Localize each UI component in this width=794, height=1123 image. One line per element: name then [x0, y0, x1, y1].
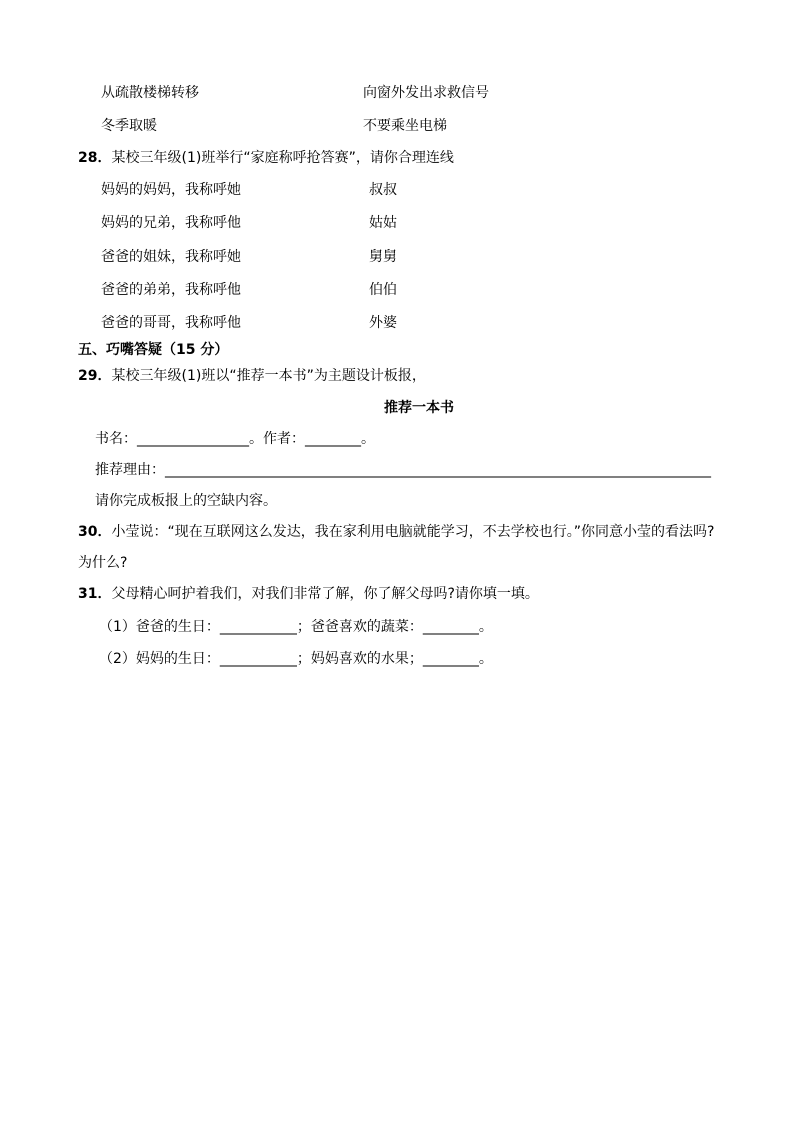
question-30 — [78, 523, 714, 541]
reason-label: 推荐理由： — [95, 462, 165, 478]
question-28 — [78, 149, 454, 167]
reason-line — [95, 461, 755, 479]
question-number: 31． — [78, 586, 112, 602]
question-text: 父母精心呵护着我们，对我们非常了解，你了解父母吗?请你填一填。 — [111, 586, 539, 602]
match-left-item: 妈妈的妈妈，我称呼她 — [101, 182, 241, 198]
board-instruction: 请你完成板报上的空缺内容。 — [95, 493, 277, 509]
match-left-item: 爸爸的哥哥，我称呼他 — [101, 315, 241, 331]
match-right-item: 叔叔 — [369, 182, 397, 198]
book-line: 书名：________________。作者：________。 — [95, 431, 375, 447]
question-30-line2: 为什么? — [78, 555, 128, 571]
match-right-item: 姑姑 — [369, 215, 397, 231]
fill-item-1: （1）爸爸的生日：___________；爸爸喜欢的蔬菜：________。 — [99, 619, 493, 635]
question-number: 28． — [78, 150, 112, 166]
match-left-item: 妈妈的兄弟，我称呼他 — [101, 215, 241, 231]
question-text: 小莹说：“现在互联网这么发达，我在家利用电脑就能学习，不去学校也行。”你同意小莹的看法吗? — [111, 524, 715, 540]
pair-left: 冬季取暖 — [101, 118, 157, 134]
match-right-item: 舅舅 — [369, 249, 397, 265]
match-left-item: 爸爸的姐妹，我称呼她 — [101, 249, 241, 265]
question-number: 30． — [78, 524, 112, 540]
pair-left: 从疏散楼梯转移 — [101, 85, 199, 101]
match-right-item: 伯伯 — [369, 282, 397, 298]
question-text: 某校三年级(1)班以“推荐一本书”为主题设计板报， — [111, 368, 426, 384]
pair-right: 向窗外发出求救信号 — [363, 85, 489, 101]
question-29 — [78, 367, 426, 385]
question-number: 29． — [78, 368, 112, 384]
pair-right: 不要乘坐电梯 — [363, 118, 447, 134]
question-text: 某校三年级(1)班举行“家庭称呼抢答赛”，请你合理连线 — [111, 150, 454, 166]
reason-blank[interactable]: ______________________________________________________________________________ — [165, 462, 711, 478]
question-31 — [78, 585, 539, 603]
match-right-item: 外婆 — [369, 315, 397, 331]
board-title: 推荐一本书 — [384, 400, 454, 416]
match-left-item: 爸爸的弟弟，我称呼他 — [101, 282, 241, 298]
fill-item-2: （2）妈妈的生日：___________；妈妈喜欢的水果；________。 — [99, 651, 493, 667]
section-heading: 五、巧嘴答疑（15 分） — [78, 342, 229, 358]
